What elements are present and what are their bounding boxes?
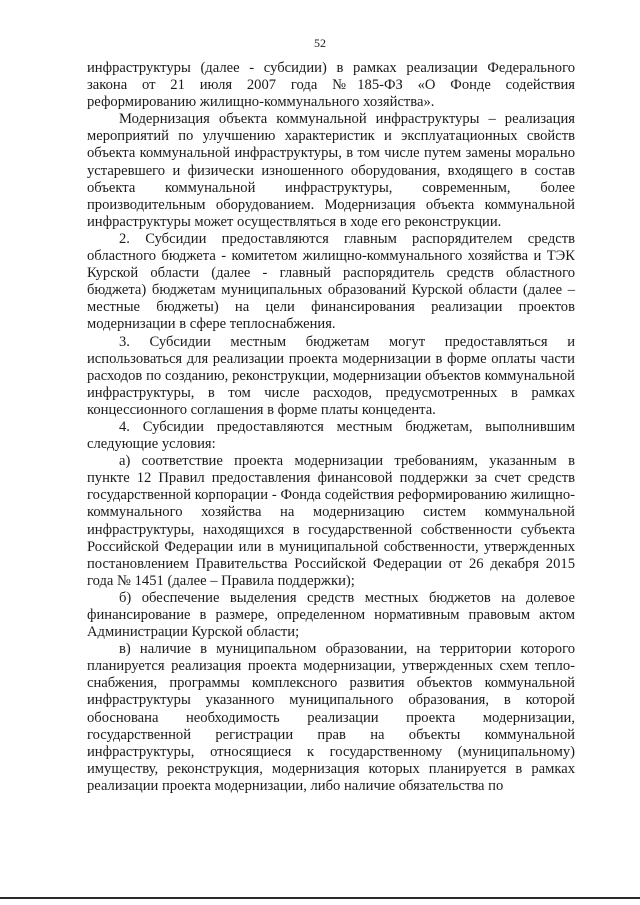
paragraph-modernization-definition: Модернизация объекта коммунальной инфраструктуры – реализация мероприятий по улучшению характеристик и эксплуатационных свойств объекта коммунальной инфраструктуры, в том числе путем замены морально устаревшего и физически изношенного оборудования, входящего в состав объекта коммунальной инфраструктуры, современным, более производительным оборудованием. Модернизация объекта коммунальной инфраструктуры может осуществляться в ходе его реконструкции. <box>87 111 575 230</box>
paragraph-item-4: 4. Субсидии предоставляются местным бюджетам, выполнившим следующие условия: <box>87 418 575 453</box>
paragraph-item-4a: а) соответствие проекта модернизации требованиям, указанным в пункте 12 Правил предоставления финансовой поддержки за счет средств государственной корпорации - Фонда содействия реформированию жилищно-коммунального хозяйства на модернизацию систем коммунальной инфраструктуры, находящихся в государственной собственности субъекта Российской Федерации или в муниципальной собственности, утвержденных постановлением Правительства Российской Федерации от 26 декабря 2015 года № 1451 (далее – Правила поддержки); <box>87 453 575 589</box>
paragraph-item-4b: б) обеспечение выделения средств местных бюджетов на долевое финансирование в размере, определенном нормативным правовым актом Администрации Курской области; <box>87 589 575 641</box>
paragraph-item-2: 2. Субсидии предоставляются главным распорядителем средств областного бюджета - комитетом жилищно-коммунального хозяйства и ТЭК Курской области (далее - главный распорядитель средств областного бюджета) бюджетам муниципальных образований Курской области (далее – местные бюджеты) на цели финансирования реализации проектов модернизации в сфере теплоснабжения. <box>87 230 575 333</box>
page-number: 52 <box>314 36 326 50</box>
bottom-border-line <box>0 897 640 899</box>
paragraph-intro-continuation: инфраструктуры (далее - субсидии) в рамках реализации Федерального закона от 21 июля 2007 года №185-ФЗ «О Фонде содействия реформированию жилищно-коммунального хозяйства». <box>87 60 575 111</box>
paragraph-item-4c: в) наличие в муниципальном образовании, на территории которого планируется реализация проекта модернизации, утвержденных схем тепло-снабжения, программы комплексного развития объектов коммунальной инфраструктуры указанного муниципального образования, в которой обоснована необходимость реализации проекта модернизации, государственной регистрации прав на объекты коммунальной инфраструктуры, относящиеся к государственному (муниципальному) имуществу, реконструкция, модернизация которых планируется в рамках реализации проекта модернизации, либо наличие обязательства по <box>87 641 575 794</box>
document-body <box>87 60 575 795</box>
paragraph-item-3: 3. Субсидии местным бюджетам могут предоставляться и использоваться для реализации проекта модернизации в форме оплаты части расходов по созданию, реконструкции, модернизации объектов коммунальной инфраструктуры, в том числе расходов, предусмотренных в рамках концессионного соглашения в форме платы концедента. <box>87 333 575 418</box>
